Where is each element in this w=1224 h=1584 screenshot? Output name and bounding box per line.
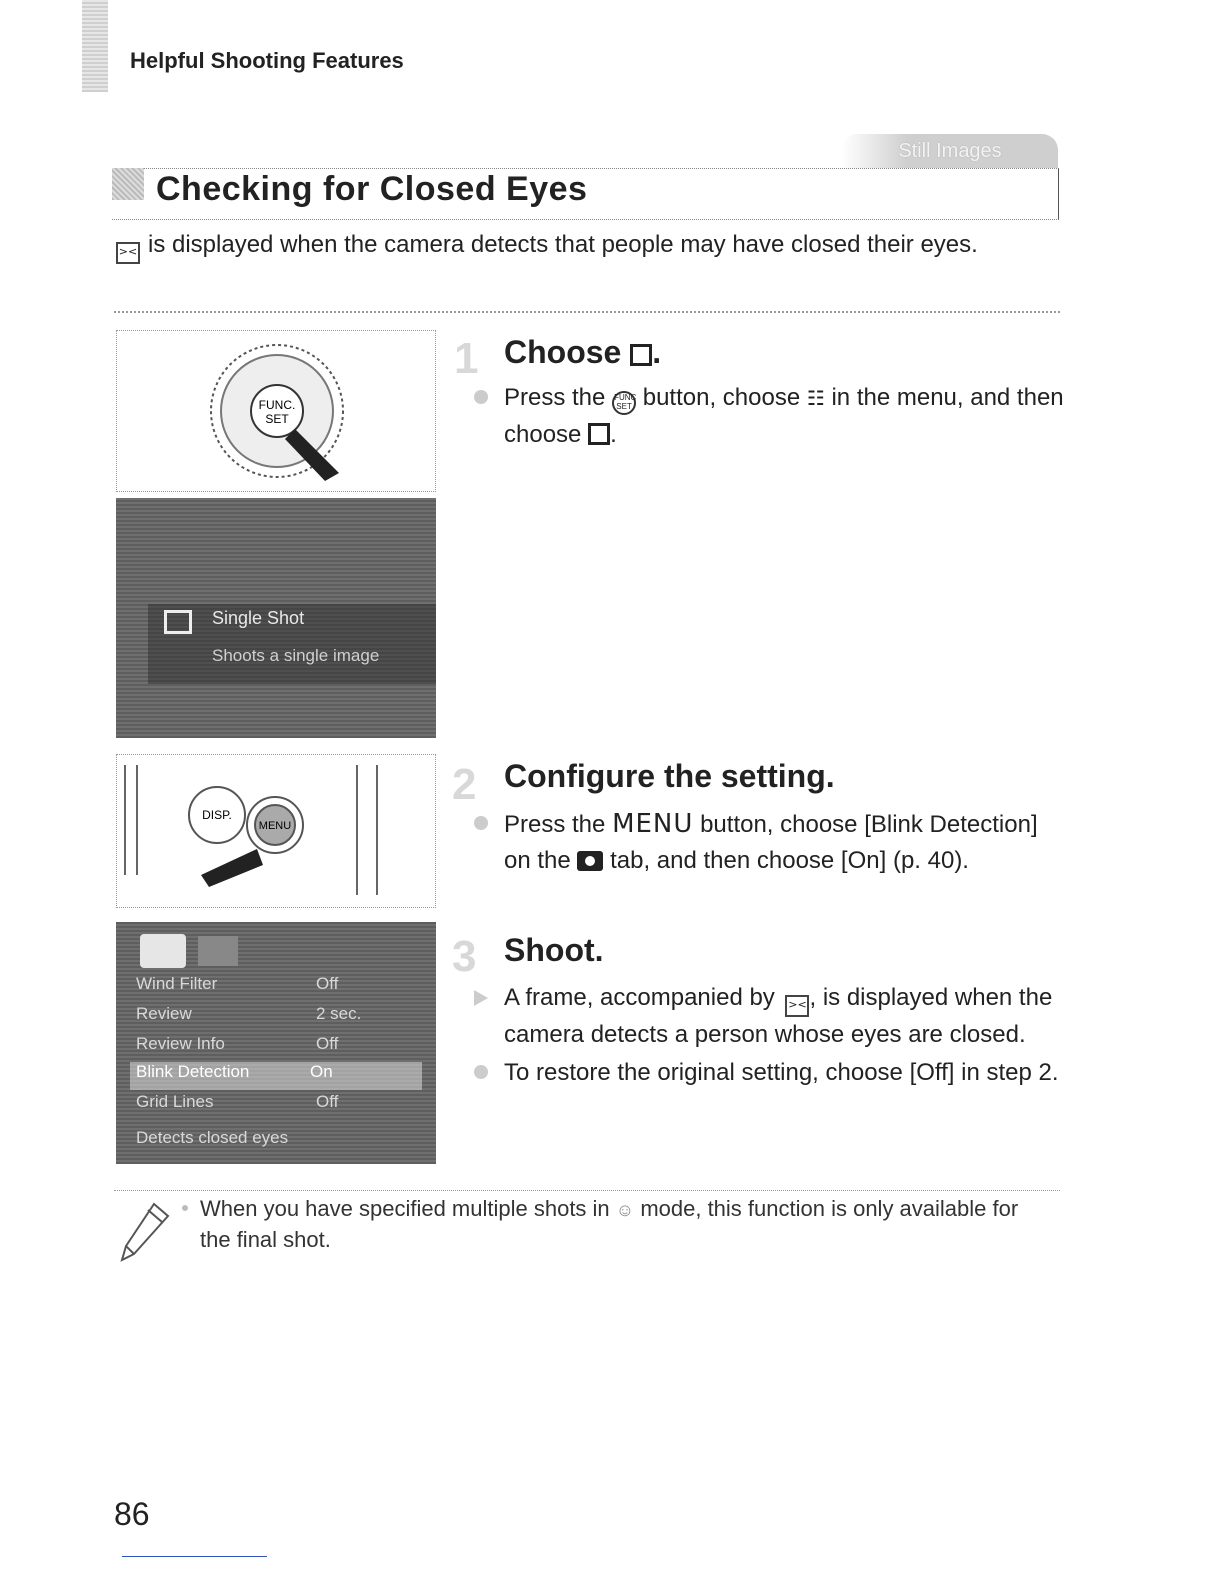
pencil-icon (118, 1202, 170, 1269)
settings-tab-icon (198, 936, 238, 966)
camera-tab-icon (577, 851, 603, 871)
step-2-body: Press the MENU button, choose [Blink Detection] on the tab, and then choose [On] (p. 40). (504, 806, 1064, 881)
step-1-body: Press the FUNC SET button, choose ☷ in the menu, and then choose . (504, 380, 1064, 455)
section-tab-marker (82, 0, 108, 92)
svg-text:FUNC.: FUNC. (258, 398, 296, 412)
func-set-button-icon: FUNC SET (612, 391, 636, 415)
svg-text:SET: SET (265, 412, 289, 426)
section-header: Helpful Shooting Features (130, 48, 404, 73)
svg-text:DISP.: DISP. (202, 808, 232, 822)
step-1-title: Choose . (504, 334, 662, 370)
single-shot-icon (588, 423, 610, 445)
menu-row: Review 2 sec. (136, 1004, 362, 1023)
single-shot-icon (164, 610, 192, 634)
page-number: 86 (114, 1496, 150, 1532)
closed-eyes-icon: >< (116, 242, 140, 264)
screen-item-label: Single Shot (212, 608, 305, 628)
screen-item-desc: Shoots a single image (212, 646, 380, 665)
menu-help-text: Detects closed eyes (136, 1128, 289, 1147)
menu-row: Review Info Off (136, 1034, 339, 1053)
intro-paragraph: >< is displayed when the camera detects that people may have closed their eyes. (116, 228, 1066, 264)
step-3-title: Shoot. (504, 932, 604, 968)
single-shot-icon (630, 344, 652, 366)
page-title: Checking for Closed Eyes (156, 170, 588, 208)
step-2-title: Configure the setting. (504, 758, 835, 794)
closed-eyes-icon: >< (785, 995, 809, 1017)
divider (114, 311, 1060, 313)
still-images-badge: Still Images (842, 134, 1058, 168)
menu-button-illustration (116, 754, 436, 908)
face-self-timer-icon: ☺ (615, 1200, 635, 1220)
menu-row: Wind Filter Off (136, 974, 339, 993)
menu-row: Grid Lines Off (136, 1092, 339, 1111)
menu-button-label: MENU (612, 809, 694, 839)
menu-row-selected: Blink Detection On (130, 1062, 422, 1090)
step-3-number: 3 (452, 932, 477, 981)
note-text: When you have specified multiple shots in ☺ mode, this function is only available for the final shot. (200, 1194, 1020, 1254)
svg-text:MENU: MENU (258, 820, 292, 832)
lcd-screen-blink-menu (116, 922, 436, 1164)
step-3-body: A frame, accompanied by >< , is displayed when the camera detects a person whose eyes are closed. To restore the original setting, choose [Off] in step 2. (504, 980, 1064, 1093)
title-marker (112, 168, 144, 200)
step-2-number: 2 (452, 760, 477, 809)
drive-mode-icon: ☷ (806, 388, 825, 410)
lcd-screen-drive-mode (116, 498, 436, 738)
footer-line (122, 1556, 267, 1557)
divider (114, 1190, 1060, 1191)
step-1-number: 1 (454, 334, 479, 383)
control-dial-illustration (116, 330, 436, 492)
camera-tab-icon (140, 934, 186, 968)
